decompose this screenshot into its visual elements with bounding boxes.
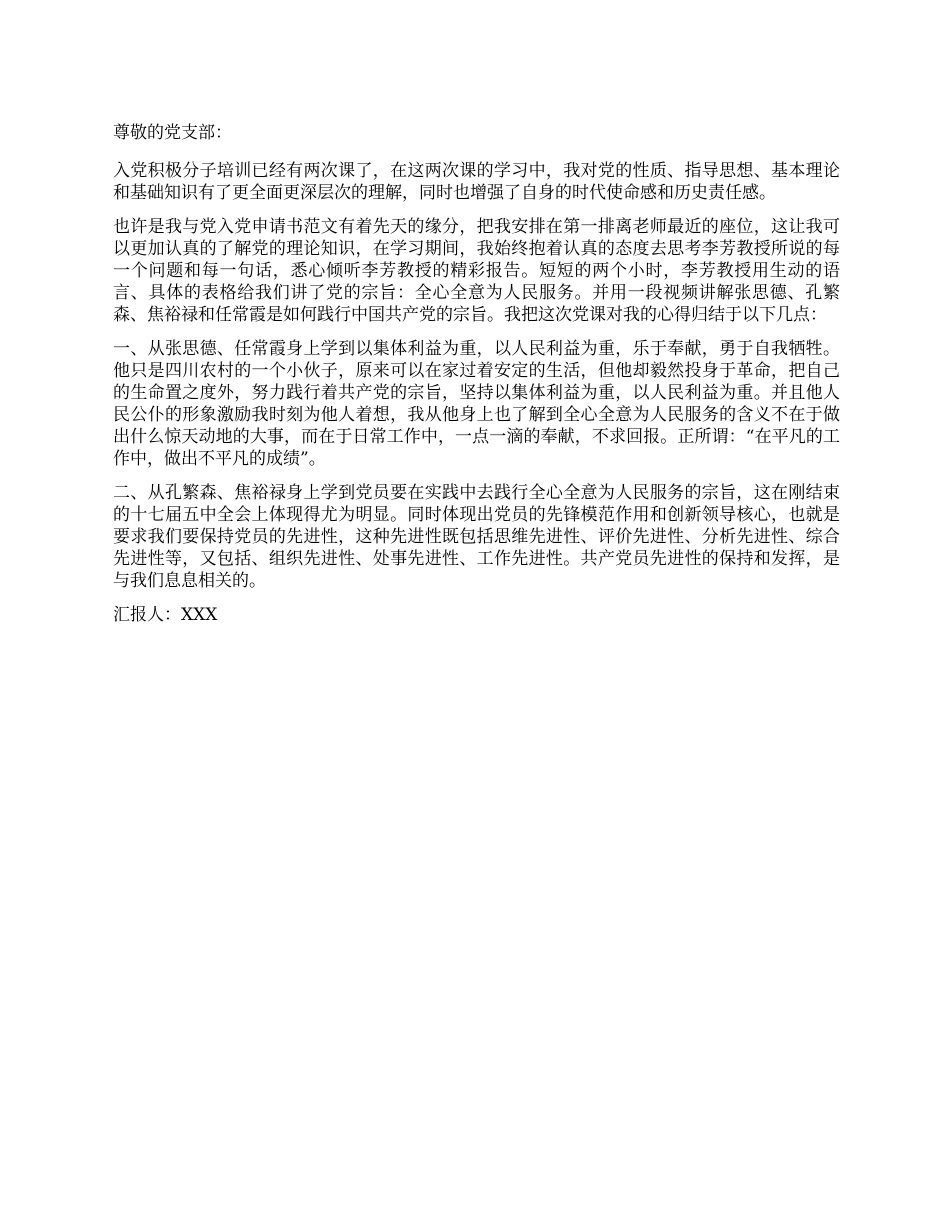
paragraph-point-two: 二、从孔繁森、焦裕禄身上学到党员要在实践中去践行全心全意为人民服务的宗旨，这在刚结束的十七届五中全会上体现得尤为明显。同时体现出党员的先锋模范作用和创新领导核心，也就是要求我们要保持党员的先进性，这种先进性既包括思维先进性、评价先进性、分析先进性、综合先进性等，又包括、组织先进性、处事先进性、工作先进性。共产党员先进性的保持和发挥，是与我们息息相关的。 [113,483,840,591]
paragraph-intro: 入党积极分子培训已经有两次课了，在这两次课的学习中，我对党的性质、指导思想、基本理论和基础知识有了更全面更深层次的理解，同时也增强了自身的时代使命感和历史责任感。 [113,161,840,203]
salutation: 尊敬的党支部： [113,123,232,143]
paragraph-lecture: 也许是我与党入党申请书范文有着先天的缘分，把我安排在第一排离老师最近的座位，这让我可以更加认真的了解党的理论知识，在学习期间，我始终抱着认真的态度去思考李芳教授所说的每一个问题和每一句话，悉心倾听李芳教授的精彩报告。短短的两个小时，李芳教授用生动的语言、具体的表格给我们讲了党的宗旨：全心全意为人民服务。并用一段视频讲解张思德、孔繁森、焦裕禄和任常霞是如何践行中国共产党的宗旨。我把这次党课对我的心得归结于以下几点： [113,217,840,325]
signature: 汇报人：XXX [113,605,218,625]
document-body [113,122,840,626]
paragraph-point-one: 一、从张思德、任常霞身上学到以集体利益为重，以人民利益为重，乐于奉献，勇于自我牺牲。他只是四川农村的一个小伙子，原来可以在家过着安定的生活，但他却毅然投身于革命，把自己的生命置之度外，努力践行着共产党的宗旨，坚持以集体利益为重，以人民利益为重。并且他人民公仆的形象激励我时刻为他人着想，我从他身上也了解到全心全意为人民服务的含义不在于做出什么惊天动地的大事，而在于日常工作中，一点一滴的奉献，不求回报。正所谓：“在平凡的工作中，做出不平凡的成绩”。 [113,339,840,469]
